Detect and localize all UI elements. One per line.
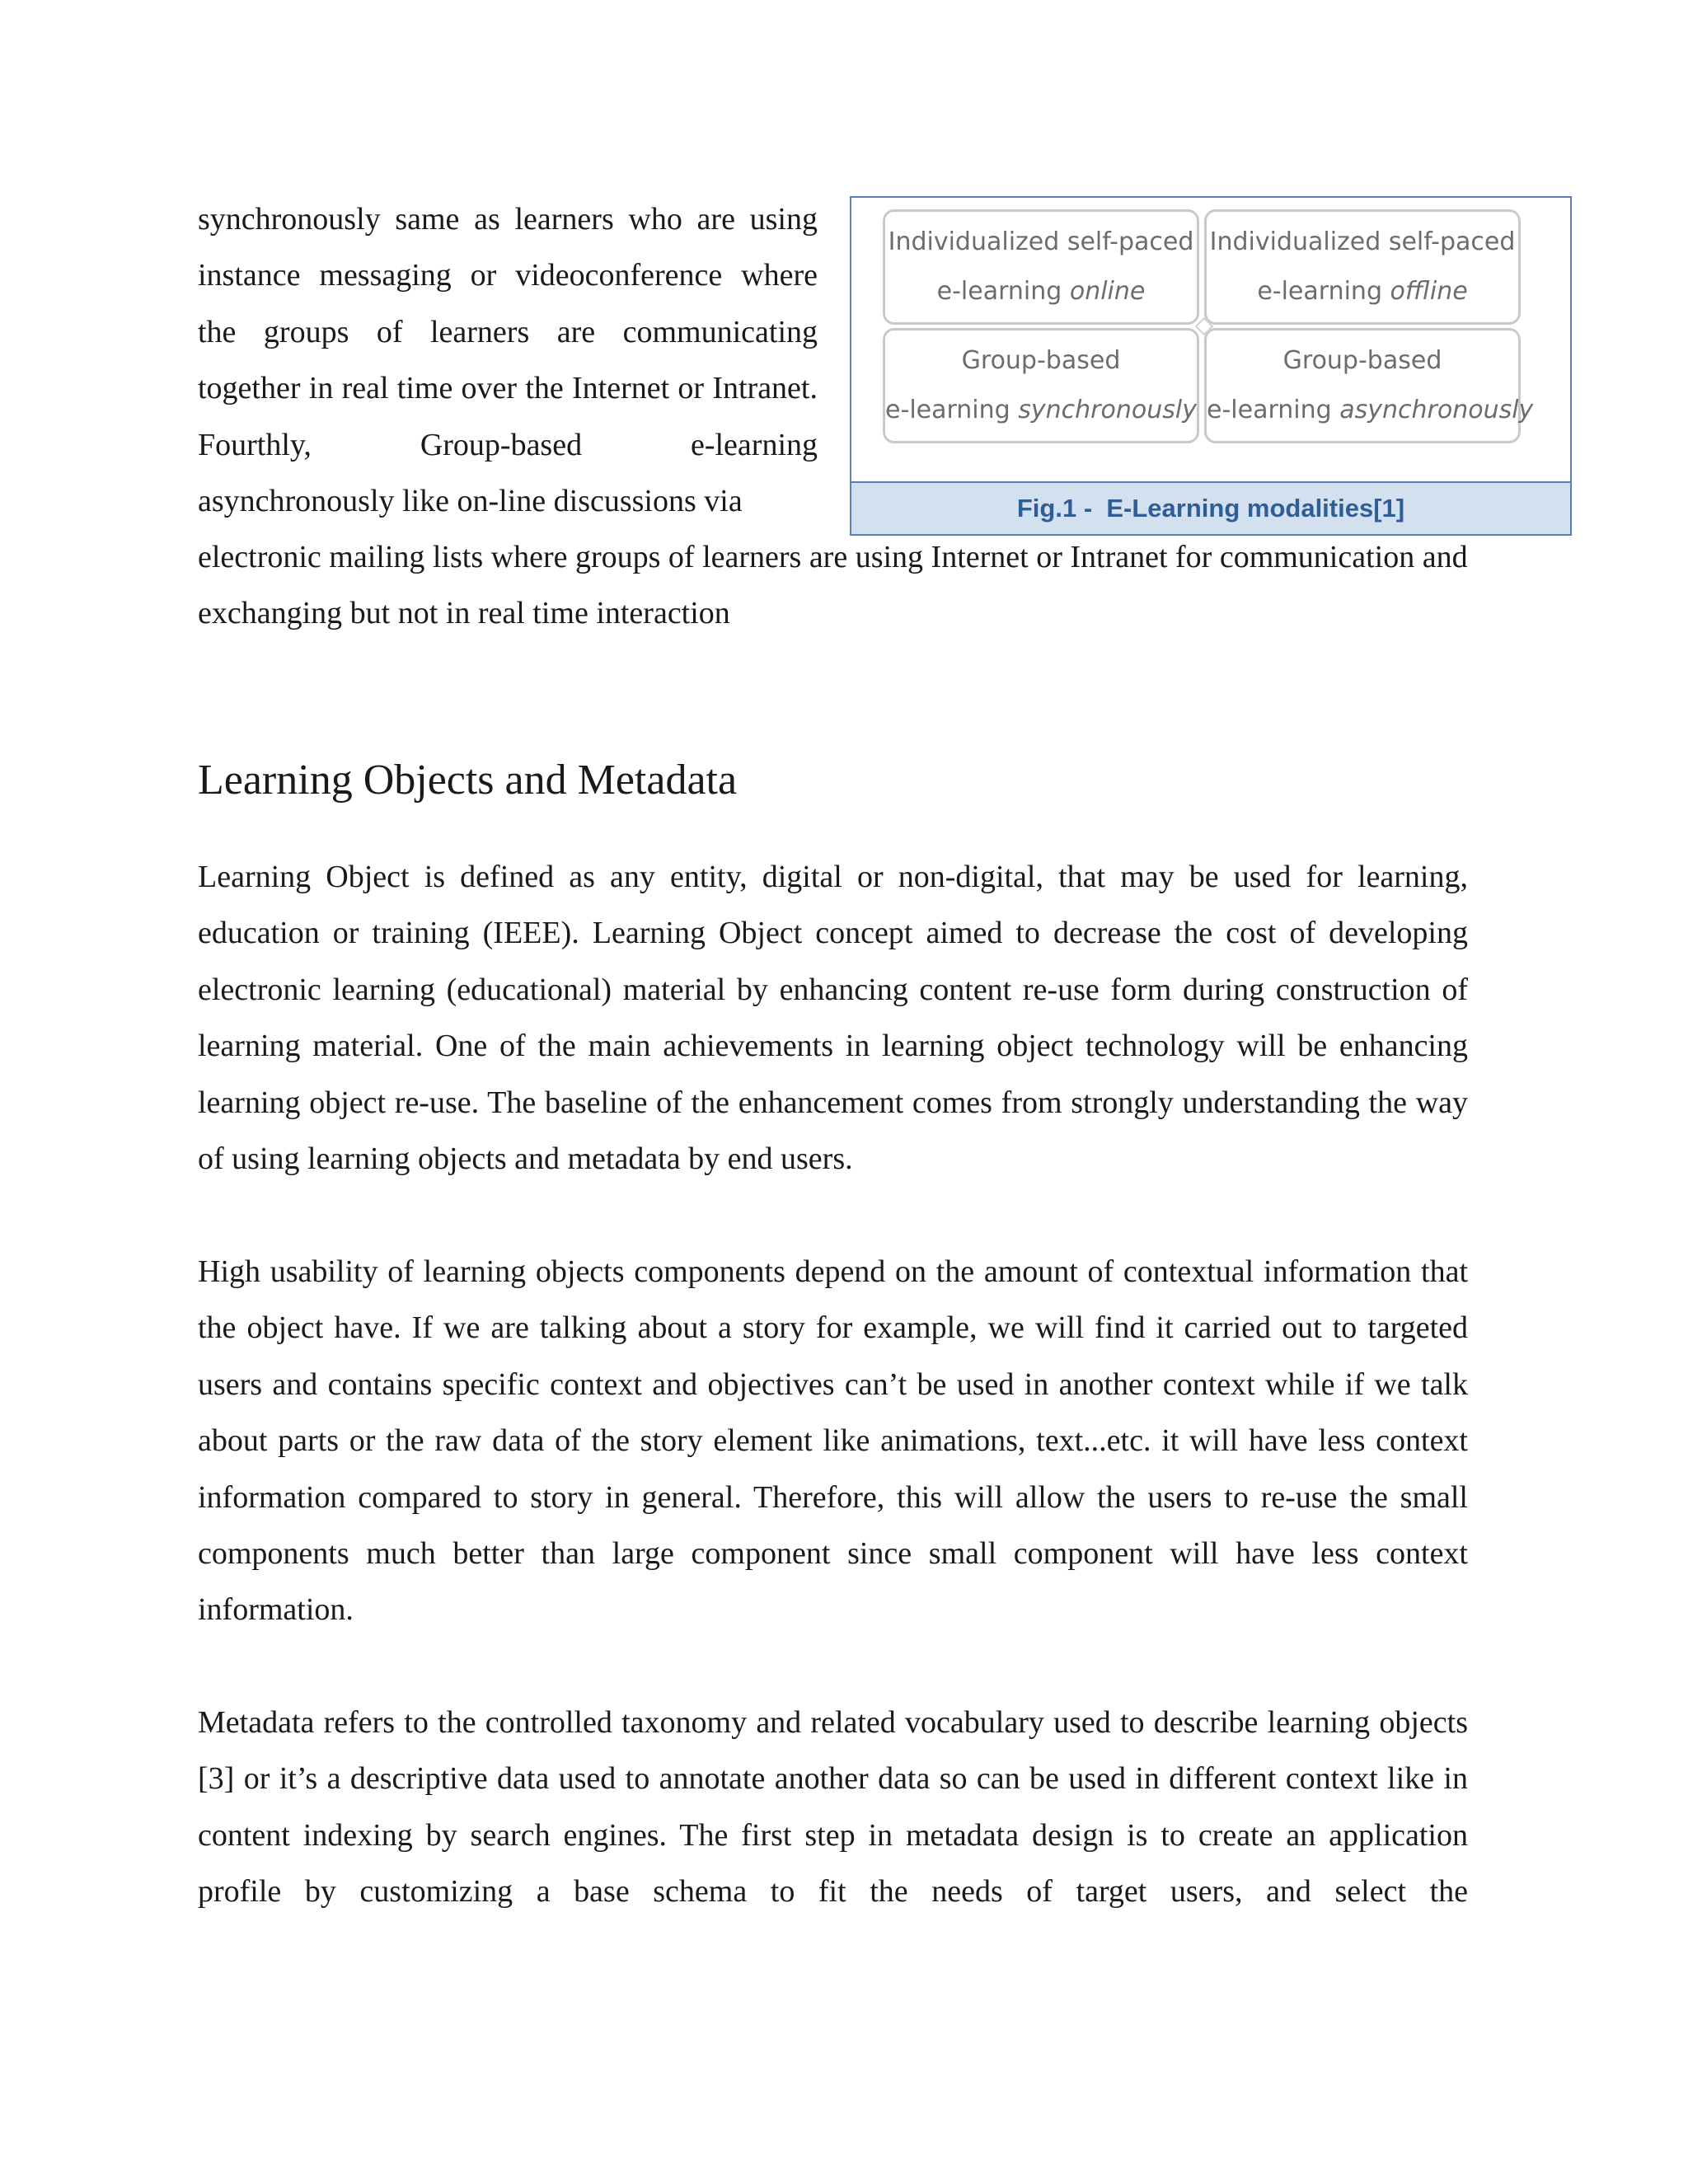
- cell-title: Individualized self-paced: [1209, 227, 1516, 256]
- modalities-grid: [883, 209, 1534, 448]
- cell-subtitle-prefix: e-learning: [885, 396, 1019, 424]
- wrap-paragraph: [198, 191, 818, 529]
- wrap-paragraph-last-line: asynchronously like on-line discussions via: [198, 484, 743, 519]
- cell-subtitle: [885, 386, 1197, 435]
- modality-cell-group-asynchronous: [1204, 328, 1534, 443]
- cell-subtitle-prefix: e-learning: [1257, 277, 1390, 306]
- cell-subtitle-emphasis: asynchronously: [1339, 396, 1534, 424]
- section-heading: Learning Objects and Metadata: [198, 757, 738, 804]
- cell-subtitle-prefix: e-learning: [936, 277, 1070, 306]
- continuation-paragraph: electronic mailing lists where groups of learners are using Internet or Intranet for communication and exchanging but not in real time interaction: [198, 540, 1468, 631]
- cell-subtitle-prefix: e-learning: [1207, 396, 1340, 424]
- cell-title: Individualized self-paced: [888, 227, 1194, 256]
- cell-subtitle-emphasis: offline: [1390, 277, 1468, 306]
- paragraph-metadata: Metadata refers to the controlled taxonomy and related vocabulary used to describe learning objects [3] or it’s a descriptive data used to annotate another data so can be used in different context like in content indexing by search engines. The first step in metadata design is to create an application profile by customizing a base schema to fit the needs of target users, and select the: [198, 1705, 1468, 1910]
- cell-subtitle: [1207, 386, 1534, 435]
- modality-cell-self-paced-online: [883, 209, 1199, 325]
- figure-caption: Fig.1 - E-Learning modalities[1]: [851, 481, 1570, 534]
- modality-cell-self-paced-offline: [1204, 209, 1521, 325]
- paragraph-learning-object: Learning Object is defined as any entity, digital or non-digital, that may be used for learning, education or training (IEEE). Learning Object concept aimed to decrease the cost of developing electronic learning (educational) material by enhancing content re-use form during construction of learning material. One of the main achievements in learning object technology will be enhancing learning object re-use. The baseline of the enhancement comes from strongly understanding the way of using learning objects and metadata by end users.: [198, 860, 1468, 1177]
- cell-subtitle-emphasis: synchronously: [1018, 396, 1197, 424]
- cell-subtitle: [1207, 267, 1518, 316]
- cell-subtitle-emphasis: online: [1069, 277, 1146, 306]
- cell-title: Group-based: [961, 346, 1121, 375]
- figure-elearning-modalities: [850, 196, 1572, 536]
- wrap-paragraph-body: synchronously same as learners who are using instance messaging or videoconference where the groups of learners are communicating together in real time over the Internet or Intranet. Fourthly, Group-based e-learning: [198, 202, 818, 462]
- cell-subtitle: [885, 267, 1197, 316]
- paragraph-usability: High usability of learning objects components depend on the amount of contextual information that the object have. If we are talking about a story for example, we will find it carried out to targeted users and contains specific context and objectives can’t be used in another context while if we talk about parts or the raw data of the story element like animations, text...etc. it will have less context information compared to story in general. Therefore, this will allow the users to re-use the small components much better than large component since small component will have less context information.: [198, 1254, 1468, 1628]
- modality-cell-group-synchronous: [883, 328, 1199, 443]
- cell-title: Group-based: [1282, 346, 1442, 375]
